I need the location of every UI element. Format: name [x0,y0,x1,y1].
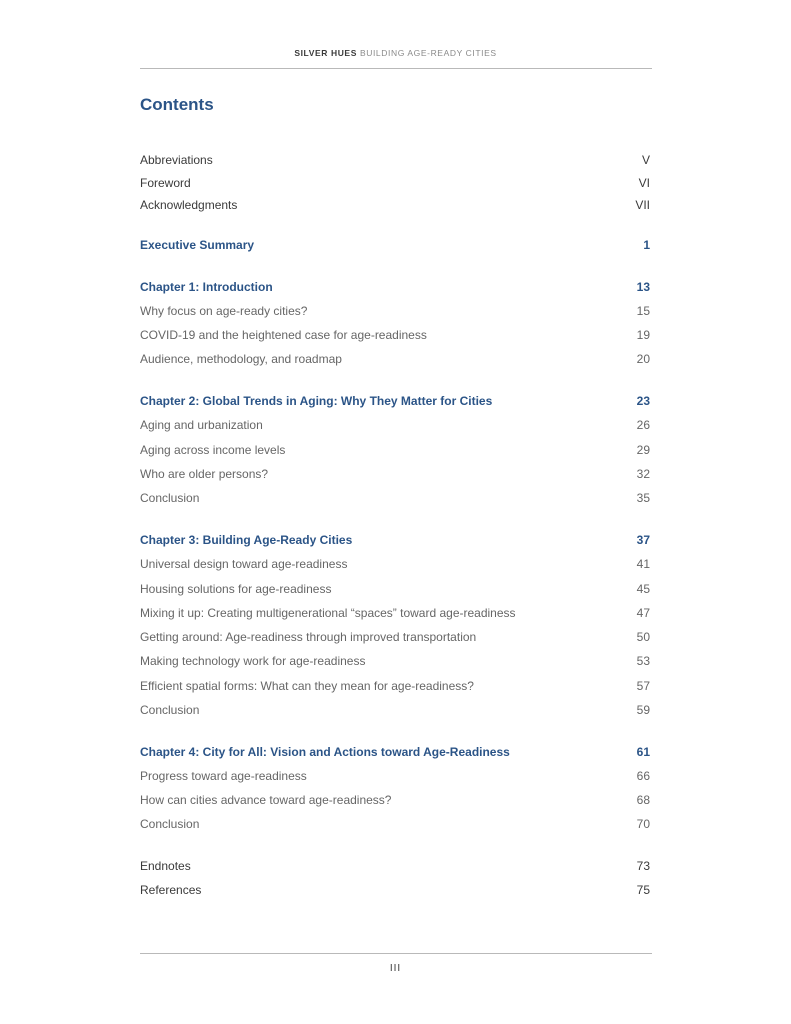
toc-subentry[interactable] [140,792,650,808]
toc-entry-label: Efficient spatial forms: What can they mean for age-readiness? [140,679,474,693]
toc-entry-page: 57 [636,679,650,693]
running-header [0,48,791,58]
toc-entry-page: 29 [636,443,650,457]
toc-entry-page: 47 [636,606,650,620]
toc-subentry[interactable] [140,417,650,433]
toc-entry-label: Chapter 4: City for All: Vision and Actions toward Age-Readiness [140,745,510,759]
toc-entry-label: Making technology work for age-readiness [140,654,366,668]
toc-entry-endnotes[interactable] [140,858,650,874]
toc-entry-label: Conclusion [140,817,200,831]
toc-entry-page: 19 [636,328,650,342]
page-number: III [389,963,402,974]
toc-entry-page: 66 [636,769,650,783]
toc-chapter-4[interactable] [140,744,650,760]
toc-entry-page: 32 [636,467,650,481]
header-divider [140,68,652,69]
toc-entry-page: 26 [636,418,650,432]
toc-subentry[interactable] [140,351,650,367]
toc-subentry[interactable] [140,816,650,832]
toc-subentry[interactable] [140,581,650,597]
toc-entry-label: Aging and urbanization [140,418,263,432]
toc-subentry[interactable] [140,490,650,506]
page-title: Contents [140,95,214,114]
toc-entry-references[interactable] [140,882,650,898]
toc-entry-label: References [140,883,202,897]
toc-entry-page: 70 [636,817,650,831]
toc-entry-page: 59 [636,703,650,717]
toc-entry-page: 15 [636,304,650,318]
toc-entry-label: Abbreviations [140,153,213,167]
toc-subentry[interactable] [140,303,650,319]
header-subtitle: BUILDING AGE-READY CITIES [359,48,497,58]
toc-entry-label: Conclusion [140,703,200,717]
toc-entry-label: Universal design toward age-readiness [140,557,348,571]
toc-subentry[interactable] [140,702,650,718]
toc-subentry[interactable] [140,327,650,343]
toc-entry-page: 1 [643,238,650,252]
toc-entry-label: Chapter 1: Introduction [140,280,273,294]
toc-entry-page: 61 [636,745,650,759]
toc-chapter-3[interactable] [140,532,650,548]
toc-entry-page: 37 [636,533,650,547]
toc-entry-foreword[interactable] [140,175,650,191]
toc-entry-label: Aging across income levels [140,443,286,457]
toc-entry-page: 20 [636,352,650,366]
toc-entry-label: How can cities advance toward age-readiness? [140,793,392,807]
toc-entry-page: 75 [636,883,650,897]
toc-subentry[interactable] [140,678,650,694]
toc-chapter-2[interactable] [140,393,650,409]
toc-entry-label: Chapter 3: Building Age-Ready Cities [140,533,353,547]
toc-entry-page: 35 [636,491,650,505]
toc-entry-abbreviations[interactable] [140,152,650,168]
toc-chapter-1[interactable] [140,279,650,295]
toc-subentry[interactable] [140,556,650,572]
toc-entry-page: 53 [636,654,650,668]
toc-entry-label: Progress toward age-readiness [140,769,307,783]
toc-entry-page: 68 [636,793,650,807]
toc-entry-page: 13 [636,280,650,294]
toc-entry-label: Conclusion [140,491,200,505]
toc-subentry[interactable] [140,605,650,621]
toc-entry-label: Chapter 2: Global Trends in Aging: Why They Matter for Cities [140,394,493,408]
toc-entry-label: Foreword [140,176,191,190]
footer-divider [140,953,652,954]
toc-subentry[interactable] [140,466,650,482]
toc-entry-page: 45 [636,582,650,596]
toc-entry-label: Executive Summary [140,238,255,252]
toc-entry-page: VII [635,198,650,212]
toc-entry-label: Housing solutions for age-readiness [140,582,332,596]
toc-entry-page: 41 [636,557,650,571]
toc-subentry[interactable] [140,442,650,458]
toc-entry-executive-summary[interactable] [140,237,650,253]
toc-entry-page: V [641,153,650,167]
toc-subentry[interactable] [140,768,650,784]
toc-entry-label: COVID-19 and the heightened case for age-readiness [140,328,427,342]
toc-entry-label: Who are older persons? [140,467,269,481]
toc-entry-page: 50 [636,630,650,644]
toc-entry-page: VI [638,176,650,190]
header-publication-name: SILVER HUES [294,48,357,58]
toc-entry-label: Acknowledgments [140,198,238,212]
toc-entry-label: Mixing it up: Creating multigenerational “spaces” toward age-readiness [140,606,516,620]
toc-entry-acknowledgments[interactable] [140,197,650,213]
toc-entry-page: 73 [636,859,650,873]
toc-subentry[interactable] [140,629,650,645]
toc-entry-page: 23 [636,394,650,408]
toc-entry-label: Audience, methodology, and roadmap [140,352,342,366]
toc-entry-label: Why focus on age-ready cities? [140,304,308,318]
toc-entry-label: Endnotes [140,859,191,873]
toc-subentry[interactable] [140,653,650,669]
toc-entry-label: Getting around: Age-readiness through improved transportation [140,630,477,644]
